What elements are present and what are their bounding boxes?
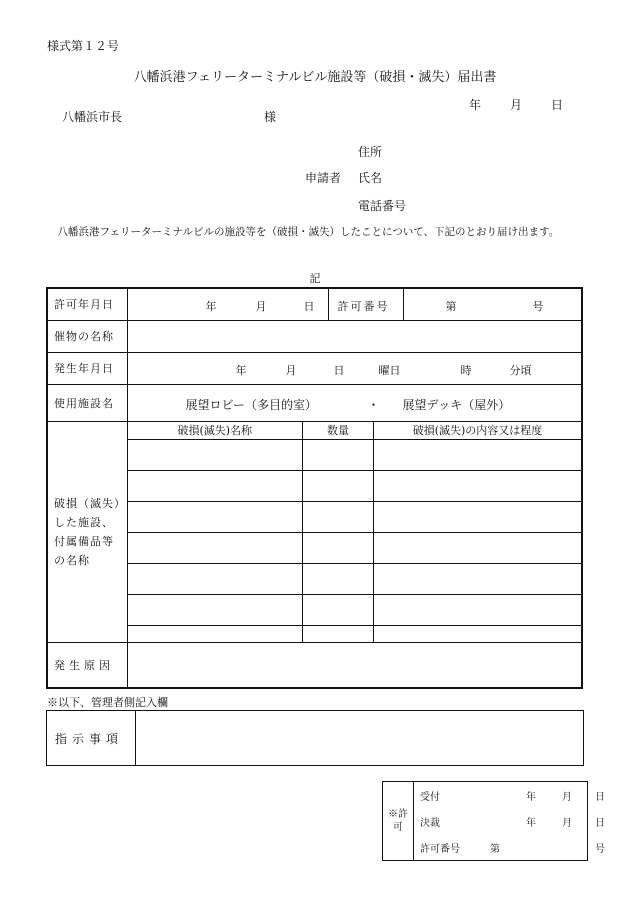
decision-month: 月	[562, 818, 572, 829]
applicant-label: 申請者	[305, 171, 342, 185]
permit-no-label: 許可番号	[337, 300, 390, 313]
date-year: 年	[469, 98, 482, 112]
facility-field[interactable]	[127, 384, 582, 421]
damaged-row[interactable]	[128, 564, 582, 595]
col-damaged-name: 破損(滅失)名称	[128, 422, 303, 440]
ki-label: 記	[309, 272, 321, 285]
damaged-row[interactable]	[128, 626, 582, 642]
damaged-label-line4: の名称	[54, 553, 90, 567]
occur-day: 日	[333, 363, 345, 377]
permit-box	[382, 781, 605, 861]
cause-field[interactable]	[127, 642, 582, 688]
addressee-honorific: 様	[264, 110, 277, 124]
facility-option-lobby[interactable]: 展望ロビー（多目的室）	[185, 397, 318, 412]
form-number: 様式第１２号	[47, 39, 120, 53]
facility-option-deck[interactable]: 展望デッキ（屋外）	[402, 397, 511, 412]
form-title: 八幡浜港フェリーターミナルビル施設等（破損・滅失）届出書	[133, 70, 497, 85]
cause-label: 発生原因	[47, 642, 127, 688]
tenant-label: 催物の名称	[47, 320, 127, 352]
date-month: 月	[510, 98, 523, 112]
col-quantity: 数量	[303, 422, 374, 440]
damaged-row[interactable]	[128, 533, 582, 564]
damaged-label-line3: 付属備品等	[54, 534, 114, 548]
permit-no-dai: 第	[445, 300, 457, 313]
applicant-name: 氏名	[358, 171, 383, 185]
occur-date-label: 発生年月日	[47, 352, 127, 384]
col-detail: 破損(滅失)の内容又は程度	[374, 422, 582, 440]
received-label: 受付	[420, 792, 440, 803]
admin-note: ※以下、管理者側記入欄	[47, 696, 168, 709]
damaged-label-line2: した施設、	[54, 515, 114, 529]
permit-year: 年	[205, 300, 217, 313]
facility-label: 使用施設名	[47, 384, 127, 421]
received-month: 月	[562, 792, 572, 803]
damaged-row[interactable]	[128, 440, 582, 471]
instruction-table	[46, 710, 584, 766]
application-table	[46, 287, 583, 689]
received-day: 日	[595, 792, 605, 803]
applicant-address: 住所	[358, 145, 383, 159]
occur-weekday: 曜日	[378, 363, 401, 377]
instruction-label: 指示事項	[47, 711, 136, 766]
decision-day: 日	[595, 818, 605, 829]
permit-month: 月	[255, 300, 267, 313]
damaged-items-cell	[127, 421, 582, 642]
box-permit-no-label: 許可番号	[420, 844, 460, 855]
occur-year: 年	[235, 363, 247, 377]
permit-date-field[interactable]	[127, 288, 582, 320]
decision-label: 決裁	[420, 818, 440, 829]
permit-day: 日	[303, 300, 315, 313]
received-year: 年	[526, 792, 536, 803]
box-permit-no-go: 号	[595, 844, 605, 855]
permit-box-side: ※許可	[383, 782, 414, 861]
intro-text: 八幡浜港フェリーターミナルビルの施設等を（破損・滅失）したことについて、下記のとおり届け出ます。	[57, 226, 560, 238]
tenant-field[interactable]	[127, 320, 582, 352]
damaged-row[interactable]	[128, 502, 582, 533]
damaged-label	[47, 421, 127, 642]
addressee-name: 八幡浜市長	[62, 110, 123, 124]
permit-date-label: 許可年月日	[47, 288, 127, 320]
permit-no-go: 号	[532, 300, 544, 313]
damaged-row[interactable]	[128, 471, 582, 502]
occur-hour: 時	[460, 363, 472, 377]
applicant-phone: 電話番号	[358, 199, 407, 213]
damaged-items-table	[128, 422, 582, 642]
occur-date-field[interactable]	[127, 352, 582, 384]
decision-year: 年	[526, 818, 536, 829]
occur-month: 月	[285, 363, 297, 377]
damaged-label-line1: 破損（滅失）	[54, 496, 126, 510]
instruction-field[interactable]	[136, 711, 584, 766]
occur-minute: 分頃	[509, 363, 532, 377]
box-permit-no-dai: 第	[490, 844, 500, 855]
date-day: 日	[551, 98, 564, 112]
damaged-row[interactable]	[128, 595, 582, 626]
facility-separator: ・	[367, 397, 380, 412]
